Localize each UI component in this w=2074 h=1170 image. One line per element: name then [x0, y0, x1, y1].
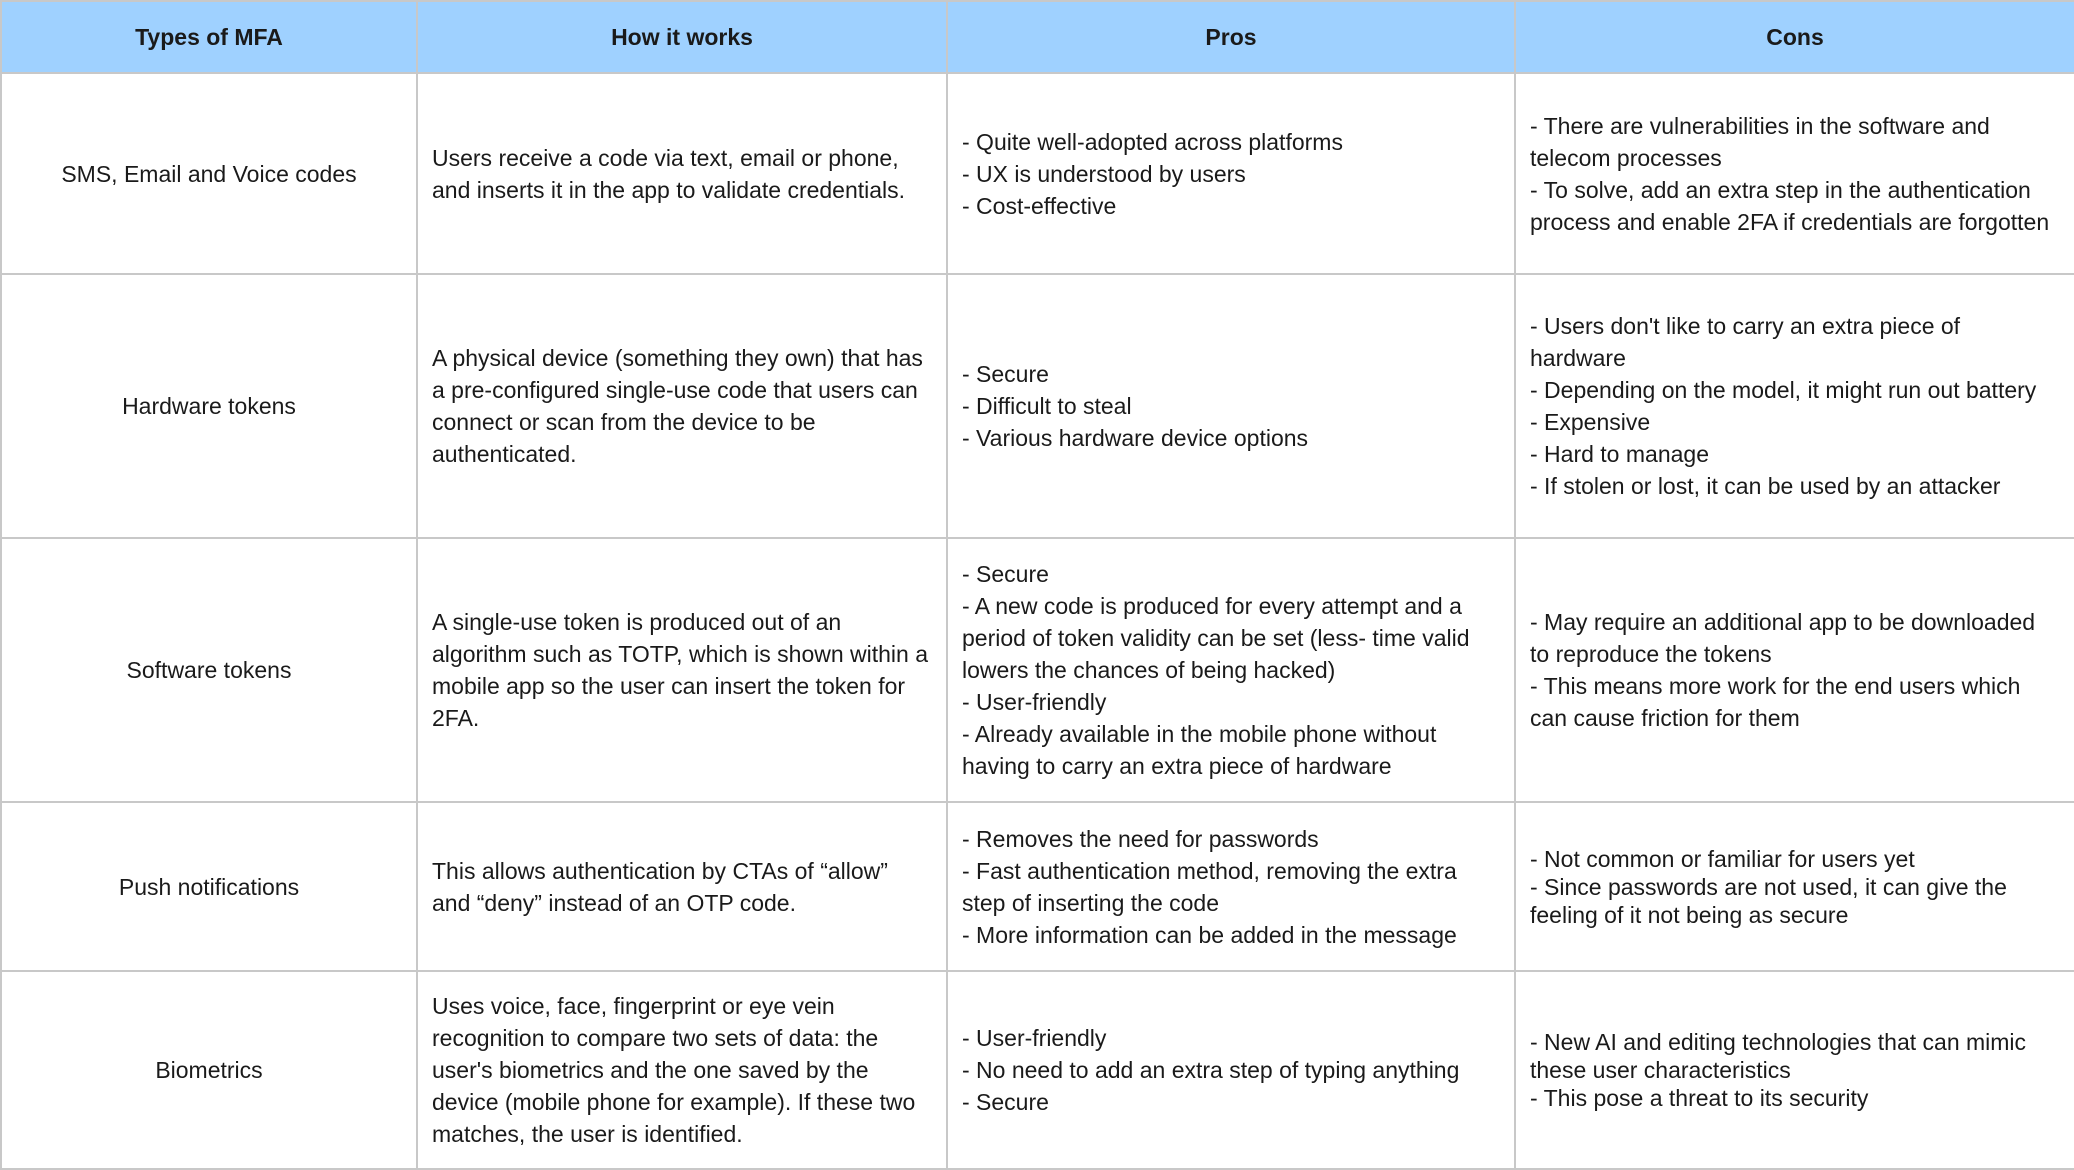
type-cell: SMS, Email and Voice codes	[1, 73, 417, 274]
table-header	[1, 1, 2074, 73]
table-row	[1, 274, 2074, 538]
header-cons: Cons	[1515, 1, 2074, 73]
how-cell: This allows authentication by CTAs of “allow” and “deny” instead of an OTP code.	[417, 802, 947, 971]
pro-item: - Fast authentication method, removing the extra step of inserting the code	[962, 857, 1457, 916]
cons-cell	[1515, 802, 2074, 971]
how-cell: Uses voice, face, fingerprint or eye vein recognition to compare two sets of data: the user's biometrics and the one saved by the device (mobile phone for example). If these two matches, the user is identified.	[417, 971, 947, 1169]
con-item: - This pose a threat to its security	[1530, 1085, 1869, 1111]
pro-item: - Secure	[962, 361, 1049, 387]
con-item: - Users don't like to carry an extra piece of hardware	[1530, 313, 1961, 371]
header-types: Types of MFA	[1, 1, 417, 73]
con-item: - If stolen or lost, it can be used by an attacker	[1530, 473, 2001, 499]
pro-item: - Various hardware device options	[962, 425, 1309, 451]
con-item: - Expensive	[1530, 409, 1651, 435]
con-item: - Depending on the model, it might run out battery	[1530, 377, 2037, 403]
pro-item: - More information can be added in the message	[962, 921, 1457, 948]
con-item: - This means more work for the end users which can cause friction for them	[1530, 673, 2021, 731]
pros-cell	[947, 274, 1515, 538]
table-row	[1, 538, 2074, 802]
con-item: - Since passwords are not used, it can give the feeling of it not being as secure	[1530, 873, 2007, 928]
pro-item: - Removes the need for passwords	[962, 825, 1319, 852]
header-row	[1, 1, 2074, 73]
pro-item: - No need to add an extra step of typing anything	[962, 1057, 1460, 1083]
table-row	[1, 971, 2074, 1169]
con-item: - There are vulnerabilities in the software and telecom processes	[1530, 112, 1990, 171]
type-cell: Hardware tokens	[1, 274, 417, 538]
pro-item: - A new code is produced for every attempt and a period of token validity can be set (less- time valid lowers the chances of being hacked)	[962, 593, 1470, 683]
con-item: - May require an additional app to be downloaded to reproduce the tokens	[1530, 609, 2036, 667]
pro-item: - Difficult to steal	[962, 393, 1132, 419]
table-body	[1, 73, 2074, 1169]
pro-item: - UX is understood by users	[962, 160, 1246, 187]
pro-item: - Already available in the mobile phone without having to carry an extra piece of hardware	[962, 721, 1437, 779]
pros-cell	[947, 73, 1515, 274]
cons-cell	[1515, 73, 2074, 274]
how-cell: A single-use token is produced out of an algorithm such as TOTP, which is shown within a mobile app so the user can insert the token for 2FA.	[417, 538, 947, 802]
header-how: How it works	[417, 1, 947, 73]
pros-cell	[947, 538, 1515, 802]
pro-item: - Quite well-adopted across platforms	[962, 128, 1343, 155]
con-item: - Not common or familiar for users yet	[1530, 845, 1915, 872]
pro-item: - User-friendly	[962, 689, 1107, 715]
pros-cell	[947, 802, 1515, 971]
pro-item: - Secure	[962, 1089, 1049, 1115]
pro-item: - User-friendly	[962, 1025, 1107, 1051]
type-cell: Push notifications	[1, 802, 417, 971]
cons-cell	[1515, 274, 2074, 538]
con-item: - To solve, add an extra step in the authentication process and enable 2FA if credentials are forgotten	[1530, 176, 2050, 235]
cons-cell	[1515, 971, 2074, 1169]
table-row	[1, 73, 2074, 274]
cons-cell	[1515, 538, 2074, 802]
con-item: - Hard to manage	[1530, 441, 1709, 467]
pro-item: - Cost-effective	[962, 192, 1117, 219]
pro-item: - Secure	[962, 561, 1049, 587]
con-item: - New AI and editing technologies that can mimic these user characteristics	[1530, 1029, 2027, 1083]
pros-cell	[947, 971, 1515, 1169]
type-cell: Software tokens	[1, 538, 417, 802]
table-row	[1, 802, 2074, 971]
type-cell: Biometrics	[1, 971, 417, 1169]
header-pros: Pros	[947, 1, 1515, 73]
how-cell: Users receive a code via text, email or phone, and inserts it in the app to validate credentials.	[417, 73, 947, 274]
how-cell: A physical device (something they own) that has a pre-configured single-use code that users can connect or scan from the device to be authenticated.	[417, 274, 947, 538]
